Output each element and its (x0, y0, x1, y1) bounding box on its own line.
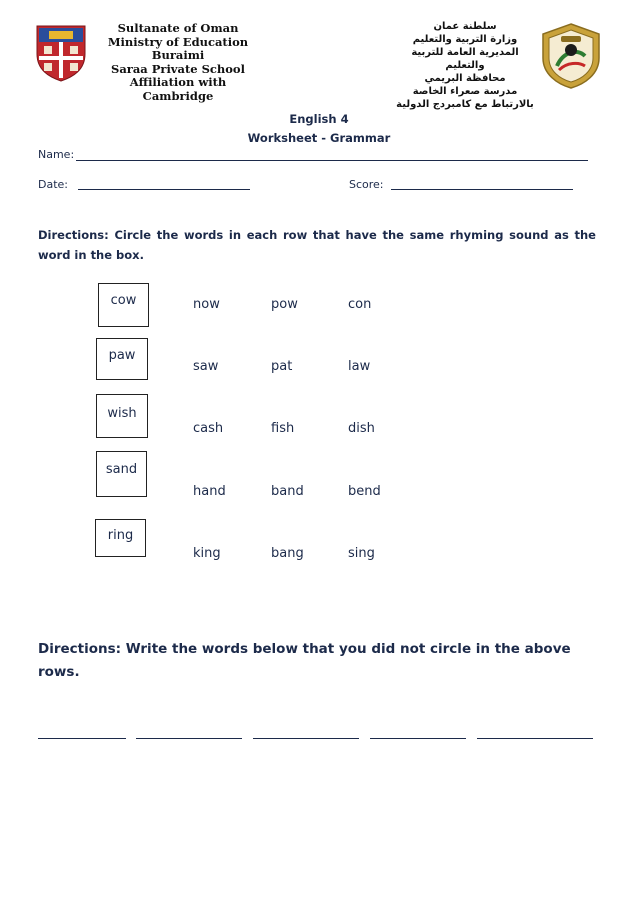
name-label: Name: (38, 148, 75, 161)
keyword-box (98, 283, 149, 327)
header-line: Affiliation with Cambridge (129, 75, 227, 103)
choice-word[interactable]: band (271, 484, 304, 499)
header-line: محافظة البريمي (424, 73, 506, 84)
choice-word[interactable]: sing (348, 546, 375, 561)
keyword-box (96, 451, 147, 497)
choice-word[interactable]: law (348, 359, 371, 374)
school-name-english (93, 22, 263, 103)
keyword: cow (110, 293, 137, 308)
header-line: Ministry of Education (107, 34, 249, 49)
choice-word[interactable]: fish (271, 421, 295, 436)
answer-blank[interactable] (370, 738, 466, 739)
answer-blank[interactable] (38, 738, 126, 739)
choice-word[interactable]: con (348, 297, 372, 312)
keyword-box (96, 394, 148, 438)
choice-word[interactable]: cash (193, 421, 224, 436)
answer-blank[interactable] (253, 738, 359, 739)
choice-word[interactable]: bend (348, 484, 381, 499)
keyword: paw (108, 348, 136, 363)
choice-word[interactable]: pow (271, 297, 298, 312)
worksheet-subject: English 4 (289, 112, 349, 126)
keyword: wish (107, 406, 137, 421)
score-label: Score: (349, 178, 384, 191)
score-field[interactable] (391, 189, 573, 190)
header-line: Saraa Private School (111, 61, 245, 76)
header-line: Sultanate of Oman (117, 21, 239, 35)
name-field[interactable] (76, 160, 588, 161)
header-line: Buraimi (151, 48, 205, 62)
keyword: sand (105, 462, 138, 477)
school-name-arabic (395, 20, 535, 111)
choice-word[interactable]: king (193, 546, 221, 561)
directions-write: Directions: Write the words below that you did not circle in the above rows. (38, 641, 571, 680)
date-field[interactable] (78, 189, 250, 190)
header-line: المديرية العامة للتربية والتعليم (411, 47, 519, 71)
answer-blank[interactable] (136, 738, 242, 739)
choice-word[interactable]: dish (348, 421, 375, 436)
choice-word[interactable]: bang (271, 546, 304, 561)
keyword: ring (107, 528, 134, 543)
choice-word[interactable]: now (193, 297, 220, 312)
university-crest-icon (35, 24, 87, 82)
answer-blank[interactable] (477, 738, 593, 739)
choice-word[interactable]: pat (271, 359, 293, 374)
date-label: Date: (38, 178, 68, 191)
header-line: بالارتباط مع كامبردج الدولية (396, 99, 534, 110)
keyword-box (96, 338, 148, 380)
keyword-box (95, 519, 146, 557)
directions-circle: Directions: Circle the words in each row that have the same rhyming sound as the word in the box. (38, 228, 596, 262)
header-line: سلطنة عمان (433, 21, 497, 32)
school-badge-icon (537, 22, 605, 90)
worksheet-title: Worksheet - Grammar (247, 131, 391, 145)
choice-word[interactable]: hand (193, 484, 226, 499)
header-line: مدرسة صعراء الخاصة (412, 86, 518, 97)
header-line: وزارة التربية والتعليم (412, 34, 518, 45)
choice-word[interactable]: saw (193, 359, 219, 374)
